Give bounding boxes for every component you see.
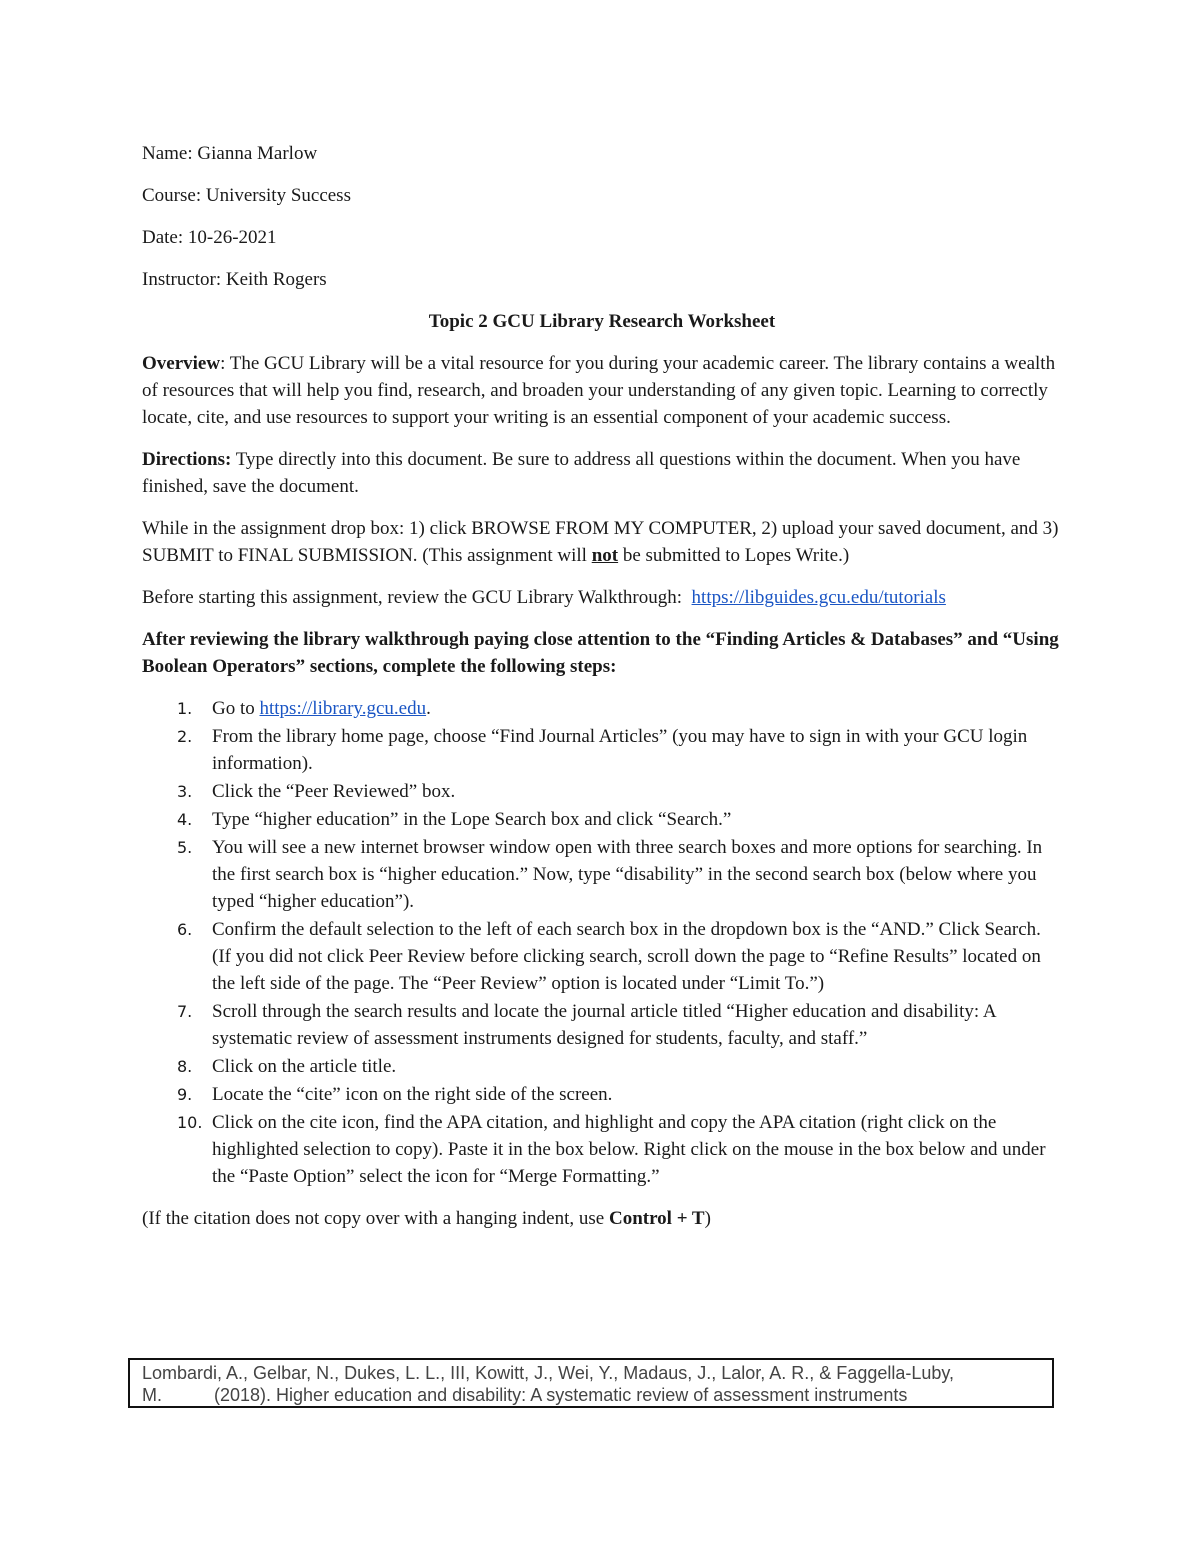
list-item — [142, 834, 1062, 915]
step-text: Click on the cite icon, find the APA citation, and highlight and copy the APA citation (right click on the highlighted selection to copy). Paste it in the box below. Right click on the mouse in the box below and under the “Paste Option” select the icon for “Merge Formatting.” — [212, 1112, 1046, 1187]
list-item — [142, 806, 1062, 833]
date-line: Date: 10-26-2021 — [142, 227, 277, 248]
steps-list — [142, 695, 1062, 1190]
step-number: 9. — [177, 1085, 193, 1104]
walkthrough-link[interactable]: https://libguides.gcu.edu/tutorials — [691, 587, 946, 608]
library-link[interactable]: https://library.gcu.edu — [259, 698, 427, 719]
list-item — [142, 1053, 1062, 1080]
step-text-before: Go to — [212, 698, 260, 719]
list-item — [142, 778, 1062, 805]
step-number: 4. — [177, 810, 193, 829]
citation-line-1: Lombardi, A., Gelbar, N., Dukes, L. L., III, Kowitt, J., Wei, Y., Madaus, J., Lalor, A. R., & Faggella-Luby, — [142, 1363, 955, 1383]
course-name: Course: University Success — [142, 185, 351, 206]
dropbox-paragraph — [142, 515, 1062, 569]
step-number: 7. — [177, 1002, 193, 1021]
step-text: Locate the “cite” icon on the right side of the screen. — [212, 1084, 613, 1105]
overview-text: : The GCU Library will be a vital resource for you during your academic career. The library contains a wealth of resources that will help you find, research, and broaden your understanding of any given topic. Learning to correctly locate, cite, and use resources to support your writing is an essential component of your academic success. — [142, 353, 1056, 428]
step-text: You will see a new internet browser window open with three search boxes and more options for searching. In the first search box is “higher education.” Now, type “disability” in the second search box (below where you typed “higher education”). — [212, 837, 1043, 912]
list-item — [142, 1081, 1062, 1108]
student-name: Name: Gianna Marlow — [142, 143, 318, 164]
step-text: Click the “Peer Reviewed” box. — [212, 781, 456, 802]
step-number: 5. — [177, 838, 193, 857]
document-title: Topic 2 GCU Library Research Worksheet — [428, 311, 776, 332]
document-page — [142, 140, 1062, 1247]
list-item — [142, 998, 1062, 1052]
step-number: 6. — [177, 920, 193, 939]
step-text: Type “higher education” in the Lope Search box and click “Search.” — [212, 809, 732, 830]
instructor-line: Instructor: Keith Rogers — [142, 269, 327, 290]
dropbox-emphasis: not — [591, 545, 619, 566]
overview-label: Overview — [142, 353, 221, 374]
citation-box[interactable] — [128, 1358, 1054, 1408]
list-item — [142, 695, 1062, 722]
step-number: 3. — [177, 782, 193, 801]
dropbox-text-before: While in the assignment drop box: 1) click BROWSE FROM MY COMPUTER, 2) upload your saved document, and 3) SUBMIT to FINAL SUBMISSION. (This assignment will — [142, 518, 1059, 566]
directions-text: Type directly into this document. Be sure to address all questions within the document. When you have finished, save the document. — [142, 449, 1021, 497]
directions-paragraph — [142, 446, 1062, 500]
citation-rest: (2018). Higher education and disability: A systematic review of assessment instruments — [214, 1385, 908, 1405]
note-shortcut: Control + T — [608, 1208, 705, 1229]
step-number: 2. — [177, 727, 193, 746]
step-number: 8. — [177, 1057, 193, 1076]
step-text: From the library home page, choose “Find Journal Articles” (you may have to sign in with your GCU login information). — [212, 726, 1028, 774]
note-after: ) — [704, 1208, 711, 1229]
step-text: Scroll through the search results and locate the journal article titled “Higher education and disability: A systematic review of assessment instruments designed for students, faculty, and staff.” — [212, 1001, 996, 1049]
list-item — [142, 916, 1062, 997]
note-before: (If the citation does not copy over with a hanging indent, use — [142, 1208, 609, 1229]
citation-line-2 — [142, 1384, 1040, 1406]
dropbox-text-after: be submitted to Lopes Write.) — [618, 545, 850, 566]
step-text: Confirm the default selection to the left of each search box in the dropdown box is the “AND.” Click Search. (If you did not click Peer Review before clicking search, scroll down the page to “Refine Results” located on the left side of the page. The “Peer Review” option is located under “Limit To.”) — [212, 919, 1041, 994]
step-number: 10. — [177, 1113, 203, 1132]
overview-paragraph — [142, 350, 1062, 431]
step-text: Click on the article title. — [212, 1056, 397, 1077]
list-item — [142, 723, 1062, 777]
walkthrough-paragraph — [142, 584, 1062, 611]
hanging-indent-note — [142, 1205, 1062, 1232]
citation-initial: M. — [142, 1385, 162, 1405]
step-number: 1. — [177, 699, 193, 718]
walkthrough-text: Before starting this assignment, review the GCU Library Walkthrough: — [142, 587, 692, 608]
directions-label: Directions: — [142, 449, 232, 470]
step-text-after: . — [426, 698, 431, 719]
list-item — [142, 1109, 1062, 1190]
instructions-heading: After reviewing the library walkthrough paying close attention to the “Finding Articles & Databases” and “Using Boolean Operators” sections, complete the following steps: — [142, 629, 1059, 677]
